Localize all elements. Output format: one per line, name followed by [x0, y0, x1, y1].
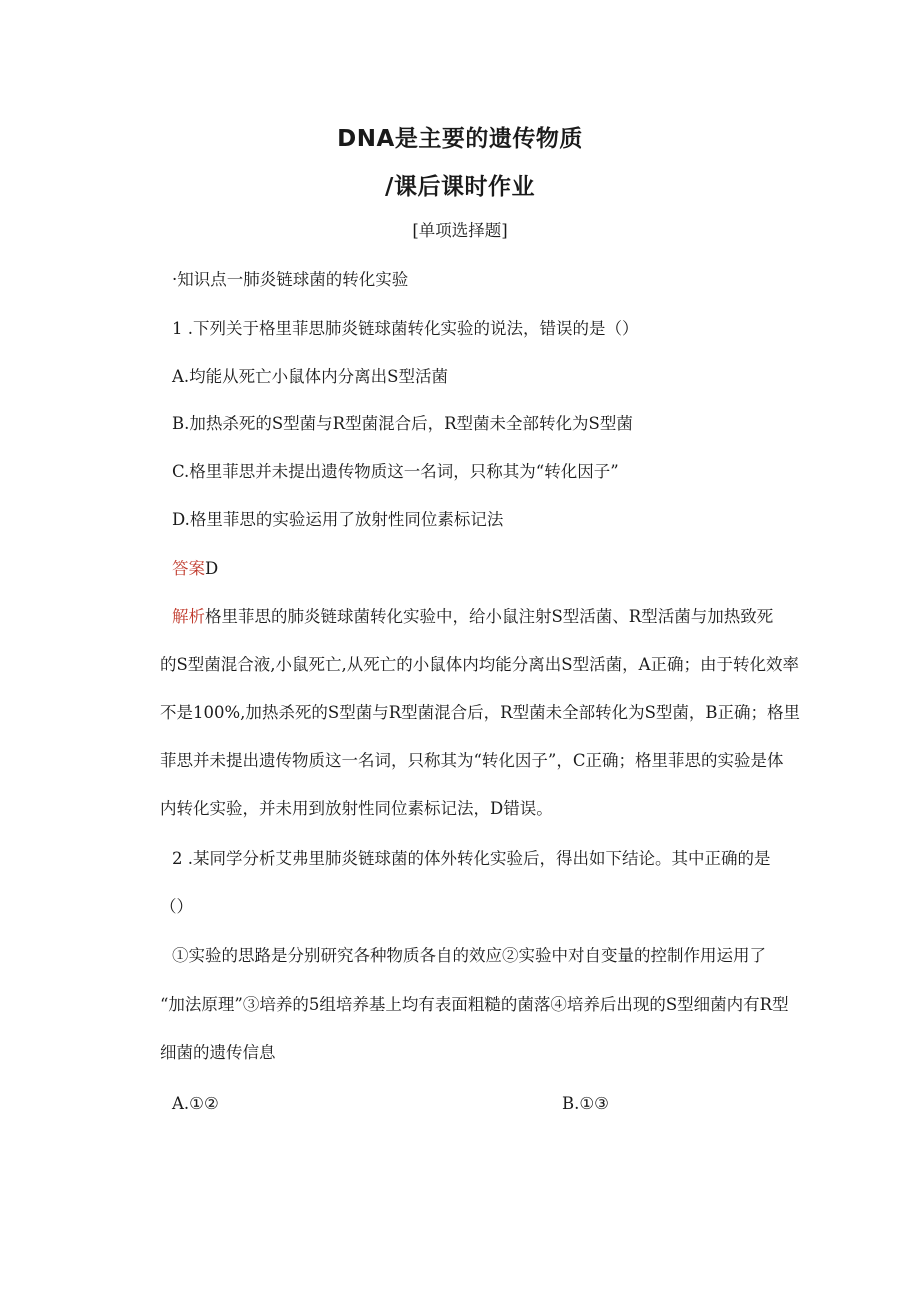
answer-value: D [205, 559, 219, 578]
answer-label: 答案 [172, 559, 205, 578]
question-2-stem-paren: （） [160, 897, 193, 916]
question-1-option-b: B.加热杀死的S型菌与R型菌混合后，R型菌未全部转化为S型菌 [172, 414, 633, 433]
page-title: DNA是主要的遗传物质 [337, 126, 583, 152]
question-2-conclusion-3: 细菌的遗传信息 [160, 1043, 276, 1062]
analysis-text-5: 内转化实验，并未用到放射性同位素标记法，D错误。 [160, 799, 553, 818]
question-1-answer [172, 558, 218, 580]
analysis-text-3: 不是100%,加热杀死的S型菌与R型菌混合后，R型菌未全部转化为S型菌，B正确；格里 [160, 703, 800, 722]
analysis-text-1: 格里菲思的肺炎链球菌转化实验中，给小鼠注射S型活菌、R型活菌与加热致死 [205, 607, 774, 626]
question-1-option-c: C.格里菲思并未提出遗传物质这一名词，只称其为“转化因子” [172, 462, 619, 481]
question-1-option-a: A.均能从死亡小鼠体内分离出S型活菌 [172, 367, 448, 386]
knowledge-point-heading: ·知识点一肺炎链球菌的转化实验 [172, 270, 409, 289]
question-1-stem: 1 .下列关于格里菲思肺炎链球菌转化实验的说法，错误的是（） [172, 319, 639, 338]
question-2-stem: 2 .某同学分析艾弗里肺炎链球菌的体外转化实验后，得出如下结论。其中正确的是 [172, 849, 771, 868]
analysis-line [172, 606, 773, 628]
analysis-text-4: 菲思并未提出遗传物质这一名词，只称其为“转化因子”，C正确；格里菲思的实验是体 [160, 751, 784, 770]
question-2-option-b: B.①③ [562, 1094, 609, 1113]
question-2-conclusion-1: ①实验的思路是分别研究各种物质各自的效应②实验中对自变量的控制作用运用了 [172, 946, 766, 965]
question-2-conclusion-2: “加法原理”③培养的5组培养基上均有表面粗糙的菌落④培养后出现的S型细菌内有R型 [160, 995, 789, 1014]
question-1-option-d: D.格里菲思的实验运用了放射性同位素标记法 [172, 510, 504, 529]
section-label: [单项选择题] [412, 221, 508, 240]
question-2-option-a: A.①② [172, 1094, 219, 1113]
analysis-text-2: 的S型菌混合液,小鼠死亡,从死亡的小鼠体内均能分离出S型活菌，A正确；由于转化效率 [160, 655, 800, 674]
analysis-label: 解析 [172, 607, 205, 626]
page-subtitle: /课后课时作业 [385, 174, 535, 200]
